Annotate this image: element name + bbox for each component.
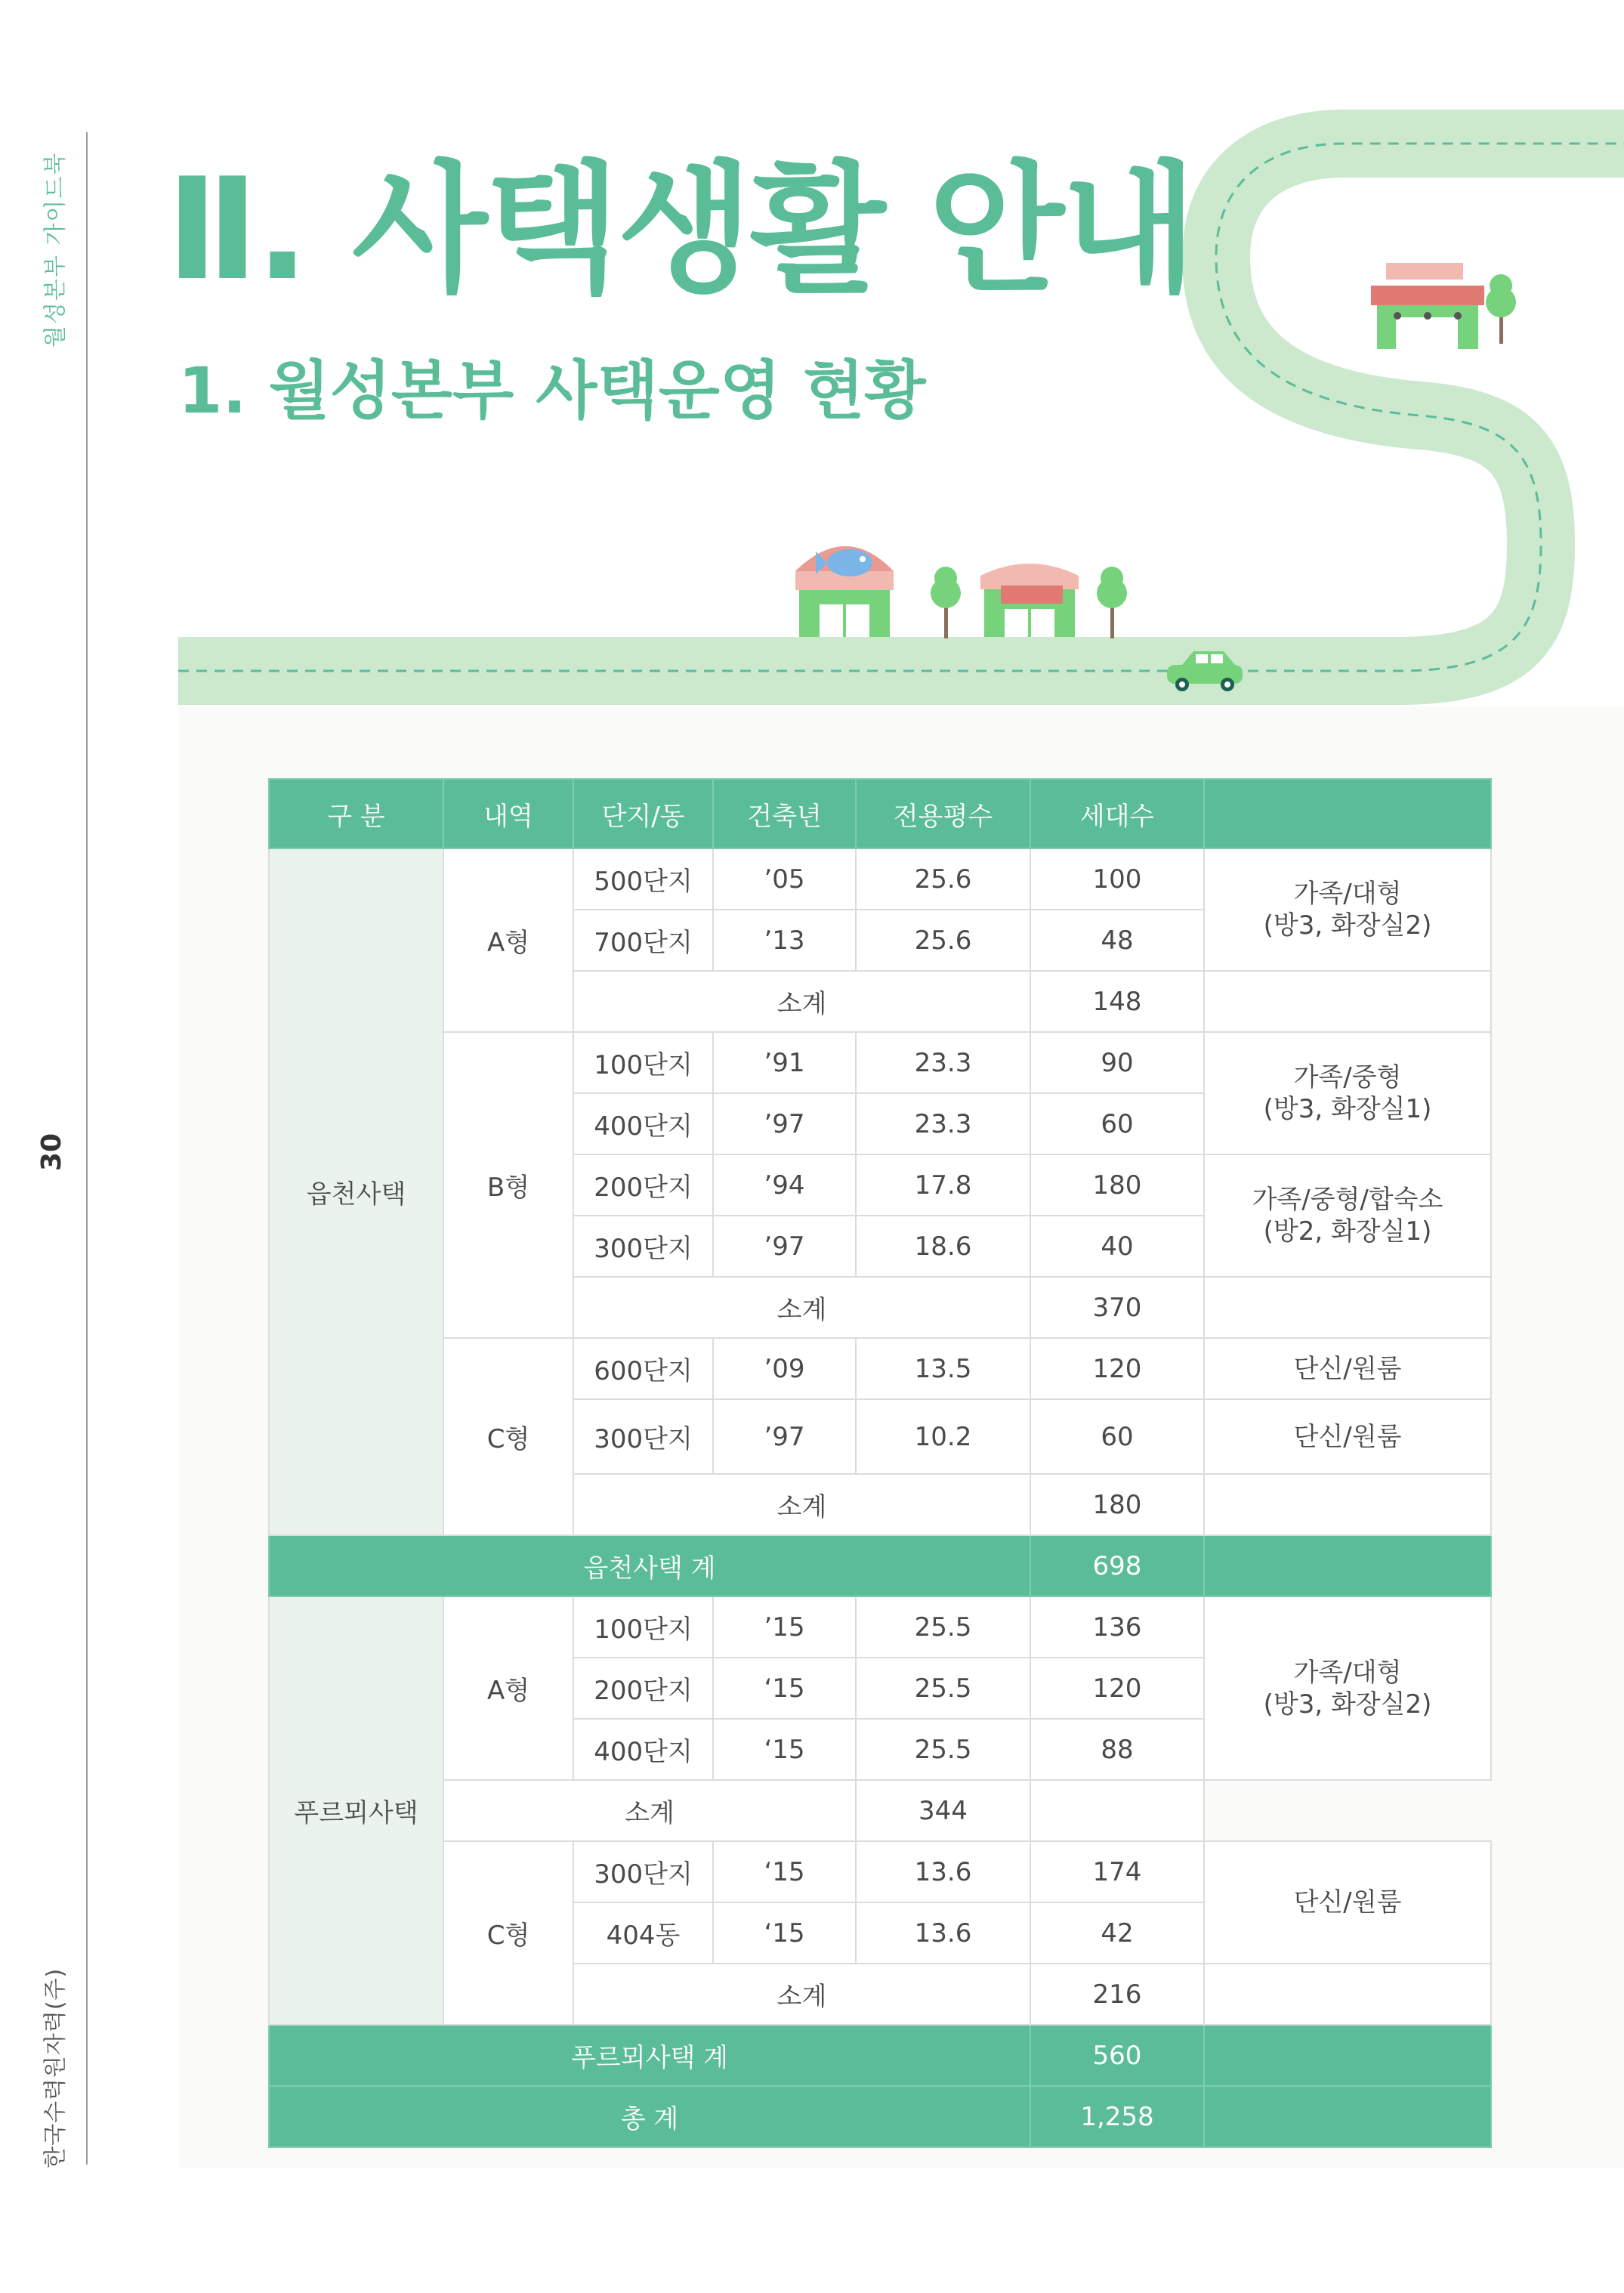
units-cell: 136: [1030, 1596, 1204, 1658]
year-cell: ’15: [713, 1596, 856, 1658]
area-cell: 13.5: [856, 1338, 1030, 1399]
section-title: 1. 월성본부 사택운영 현황: [178, 354, 926, 428]
housing-table: [268, 778, 1492, 2148]
page-title: Ⅱ. 사택생활 안내: [166, 147, 1194, 311]
subtotal-row: [269, 1780, 1491, 1841]
complex-cell: 200단지: [573, 1154, 713, 1216]
year-cell: ‘15: [713, 1902, 856, 1964]
empty-cell: [1204, 2086, 1491, 2147]
tree-icon: [931, 567, 961, 638]
year-cell: ‘15: [713, 1658, 856, 1719]
units-cell: 90: [1030, 1032, 1204, 1093]
header-type: 내역: [443, 779, 573, 848]
subtotal-label: 소계: [443, 1780, 856, 1841]
area-cell: 25.5: [856, 1658, 1030, 1719]
units-cell: 120: [1030, 1658, 1204, 1719]
grand-total-label: 총 계: [269, 2086, 1030, 2147]
type-cell: B형: [443, 1032, 573, 1338]
shop-icon: [1371, 263, 1484, 349]
complex-cell: 100단지: [573, 1032, 713, 1093]
area-cell: 25.6: [856, 910, 1030, 971]
table-row: [269, 1841, 1491, 1902]
year-cell: ‘15: [713, 1719, 856, 1780]
grand-total-row: [269, 2086, 1491, 2147]
complex-cell: 404동: [573, 1902, 713, 1964]
year-cell: ‘15: [713, 1841, 856, 1902]
complex-cell: 300단지: [573, 1216, 713, 1277]
area-cell: 13.6: [856, 1902, 1030, 1964]
note-cell: 가족/대형 (방3, 화장실2): [1204, 1596, 1491, 1780]
tree-icon: [1486, 274, 1516, 344]
year-cell: ’94: [713, 1154, 856, 1216]
year-cell: ’05: [713, 848, 856, 910]
empty-cell: [1030, 1780, 1204, 1841]
subtotal-value: 180: [1030, 1474, 1204, 1535]
subtotal-value: 148: [1030, 971, 1204, 1032]
area-cell: 25.5: [856, 1719, 1030, 1780]
tree-icon: [1097, 567, 1127, 638]
complex-cell: 300단지: [573, 1399, 713, 1474]
complex-cell: 700단지: [573, 910, 713, 971]
note-cell: 가족/중형/합숙소 (방2, 화장실1): [1204, 1154, 1491, 1277]
subtotal-label: 소계: [573, 1277, 1030, 1338]
units-cell: 40: [1030, 1216, 1204, 1277]
empty-cell: [1204, 971, 1491, 1032]
company-name: 한국수력원자력(주): [42, 1967, 69, 2168]
complex-cell: 500단지: [573, 848, 713, 910]
year-cell: ’13: [713, 910, 856, 971]
subtotal-label: 소계: [573, 971, 1030, 1032]
units-cell: 120: [1030, 1338, 1204, 1399]
area-cell: 18.6: [856, 1216, 1030, 1277]
area-cell: 23.3: [856, 1093, 1030, 1154]
guidebook-title: 월성본부 가이드북: [42, 151, 69, 348]
group-total-value: 560: [1030, 2025, 1204, 2086]
empty-cell: [1204, 1535, 1491, 1596]
subtotal-value: 344: [856, 1780, 1030, 1841]
units-cell: 60: [1030, 1399, 1204, 1474]
empty-cell: [1204, 1277, 1491, 1338]
complex-cell: 400단지: [573, 1093, 713, 1154]
complex-cell: 100단지: [573, 1596, 713, 1658]
shop-icon: [980, 564, 1079, 637]
group-total-label: 푸르뫼사택 계: [269, 2025, 1030, 2086]
type-cell: C형: [443, 1841, 573, 2025]
group-name: 읍천사택: [269, 848, 443, 1535]
units-cell: 174: [1030, 1841, 1204, 1902]
note-cell: 단신/원룸: [1204, 1399, 1491, 1474]
note-cell: 단신/원룸: [1204, 1338, 1491, 1399]
area-cell: 17.8: [856, 1154, 1030, 1216]
table-row: [269, 1032, 1491, 1093]
subtotal-value: 216: [1030, 1964, 1204, 2025]
note-cell: 가족/대형 (방3, 화장실2): [1204, 848, 1491, 971]
units-cell: 42: [1030, 1902, 1204, 1964]
units-cell: 88: [1030, 1719, 1204, 1780]
fish-shop-icon: [795, 546, 894, 637]
group-total-row: [269, 2025, 1491, 2086]
units-cell: 48: [1030, 910, 1204, 971]
area-cell: 25.5: [856, 1596, 1030, 1658]
type-cell: A형: [443, 848, 573, 1032]
group-total-label: 읍천사택 계: [269, 1535, 1030, 1596]
group-total-value: 698: [1030, 1535, 1204, 1596]
area-cell: 25.6: [856, 848, 1030, 910]
empty-cell: [1204, 1964, 1491, 2025]
area-cell: 13.6: [856, 1841, 1030, 1902]
table-row: [269, 1596, 1491, 1658]
header-complex: 단지/동: [573, 779, 713, 848]
complex-cell: 400단지: [573, 1719, 713, 1780]
header-units: 세대수: [1030, 779, 1204, 848]
subtotal-label: 소계: [573, 1964, 1030, 2025]
complex-cell: 300단지: [573, 1841, 713, 1902]
empty-cell: [1204, 1474, 1491, 1535]
units-cell: 100: [1030, 848, 1204, 910]
units-cell: 180: [1030, 1154, 1204, 1216]
complex-cell: 600단지: [573, 1338, 713, 1399]
header-category: 구 분: [269, 779, 443, 848]
note-cell: 단신/원룸: [1204, 1841, 1491, 1964]
subtotal-label: 소계: [573, 1474, 1030, 1535]
table-header-row: [269, 779, 1491, 848]
group-total-row: [269, 1535, 1491, 1596]
group-name: 푸르뫼사택: [269, 1596, 443, 2025]
year-cell: ’09: [713, 1338, 856, 1399]
year-cell: ’97: [713, 1399, 856, 1474]
note-cell: 가족/중형 (방3, 화장실1): [1204, 1032, 1491, 1154]
year-cell: ’97: [713, 1216, 856, 1277]
year-cell: ’97: [713, 1093, 856, 1154]
subtotal-value: 370: [1030, 1277, 1204, 1338]
table-row: [269, 848, 1491, 910]
area-cell: 23.3: [856, 1032, 1030, 1093]
grand-total-value: 1,258: [1030, 2086, 1204, 2147]
type-cell: C형: [443, 1338, 573, 1535]
units-cell: 60: [1030, 1093, 1204, 1154]
complex-cell: 200단지: [573, 1658, 713, 1719]
header-year: 건축년: [713, 779, 856, 848]
year-cell: ’91: [713, 1032, 856, 1093]
area-cell: 10.2: [856, 1399, 1030, 1474]
page-number: 30: [36, 1133, 67, 1171]
header-note: [1204, 779, 1491, 848]
empty-cell: [1204, 2025, 1491, 2086]
header-area: 전용평수: [856, 779, 1030, 848]
type-cell: A형: [443, 1596, 573, 1780]
table-row: [269, 1338, 1491, 1399]
